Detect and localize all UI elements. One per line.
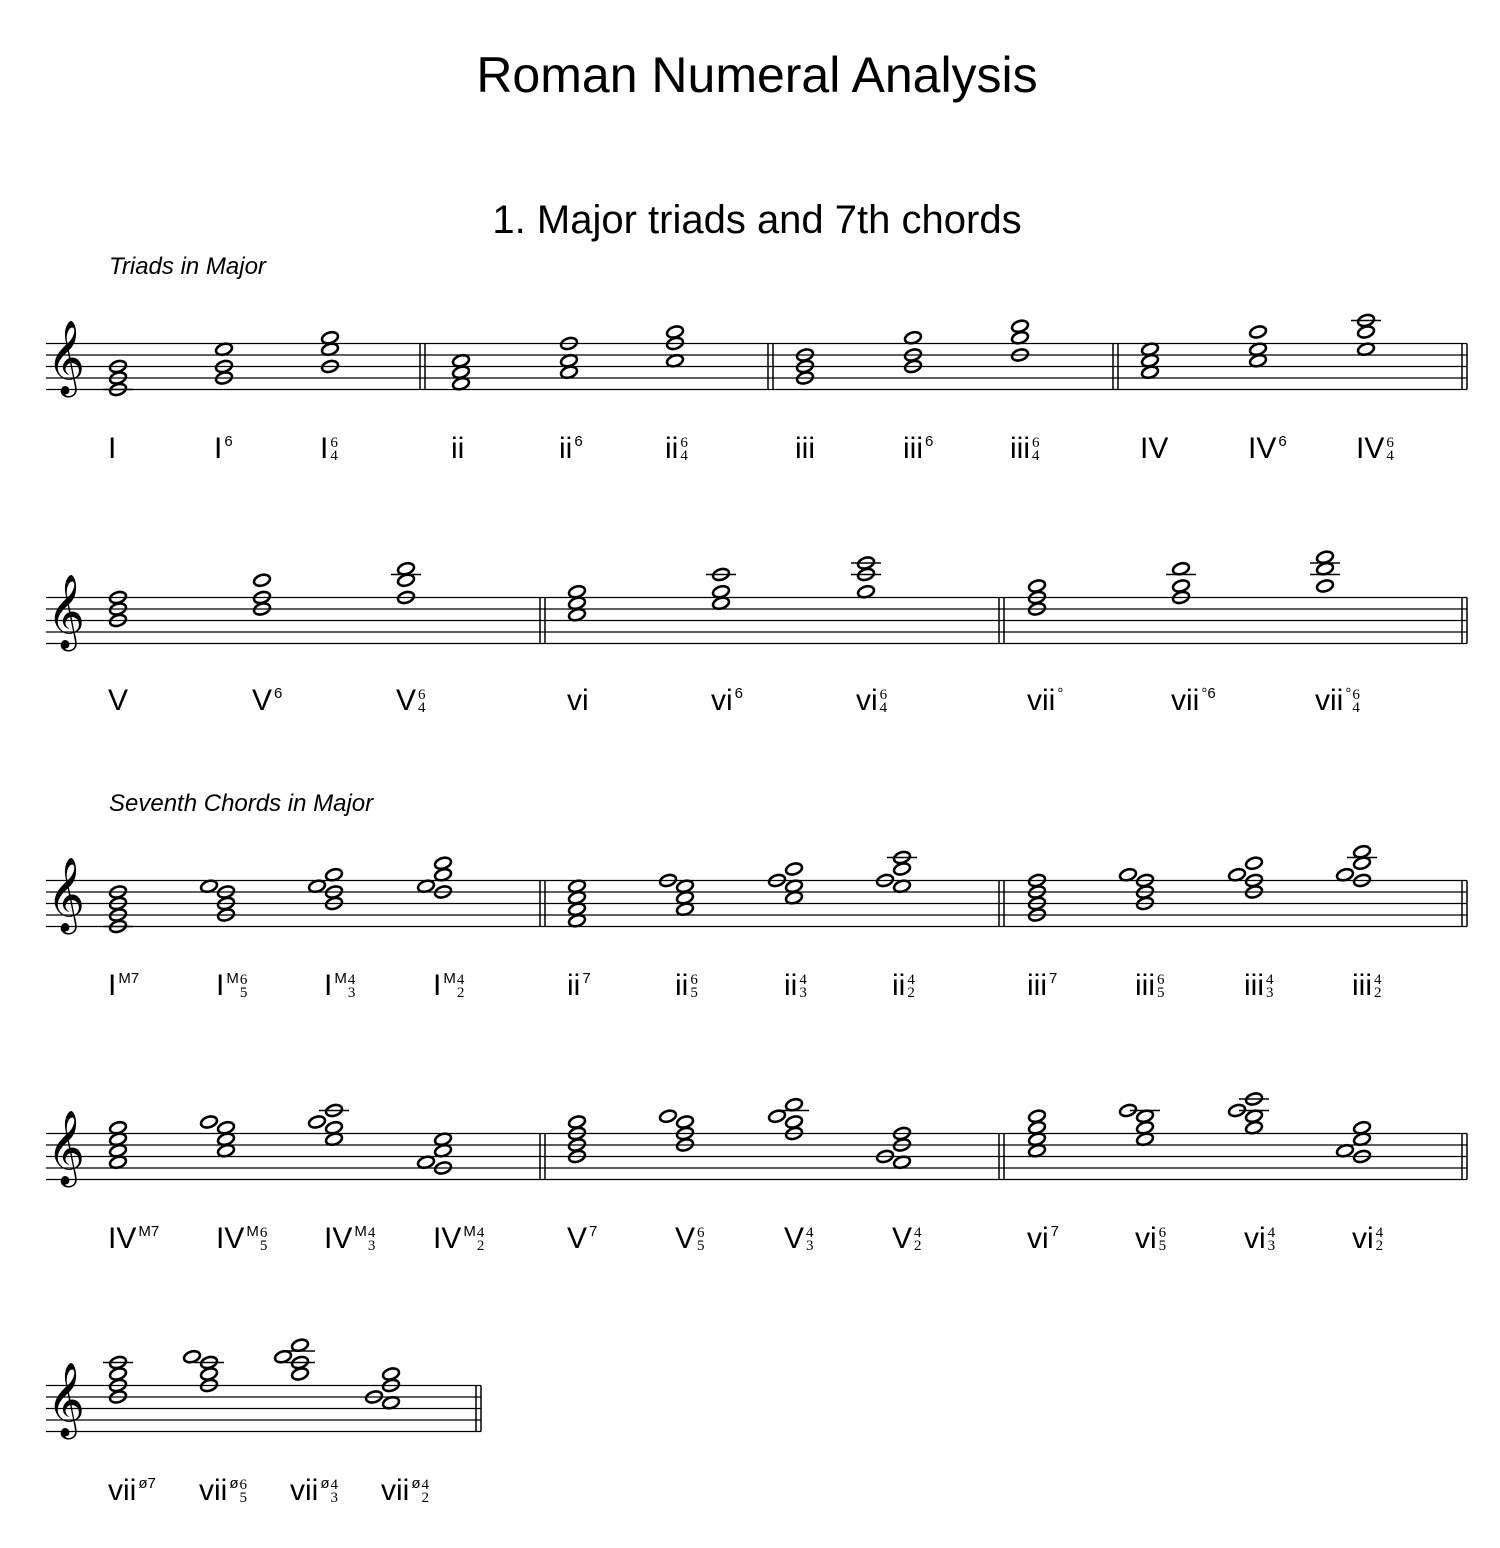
roman-numeral	[1171, 684, 1216, 717]
figure-upper: 4	[330, 1477, 339, 1493]
numeral-base: V	[675, 1222, 696, 1255]
figure-lower: 3	[1266, 985, 1274, 1001]
numeral-quality: 7	[1049, 970, 1058, 987]
numeral-quality: 7	[582, 970, 591, 987]
roman-numeral	[214, 432, 233, 465]
numeral-quality: 6	[925, 433, 934, 450]
whole-note	[666, 325, 685, 340]
roman-numeral	[1352, 1222, 1384, 1255]
numeral-base: vi	[1027, 1222, 1049, 1255]
numeral-base: vii	[1315, 684, 1344, 717]
numeral-quality: 6	[274, 685, 283, 702]
roman-numeral	[108, 1222, 159, 1255]
numeral-quality: 6	[734, 685, 744, 702]
numeral-base: vi	[856, 684, 878, 717]
figure-lower: 4	[1352, 700, 1360, 716]
numeral-base: vi	[1135, 1222, 1157, 1255]
figure-lower: 5	[239, 985, 248, 1001]
figure-lower: 5	[1158, 1238, 1167, 1254]
numeral-base: vi	[567, 684, 589, 717]
numeral-quality: M	[443, 970, 456, 987]
roman-numeral	[675, 1222, 705, 1255]
staff-system	[46, 1338, 481, 1507]
roman-numeral	[252, 684, 282, 717]
figure-upper: 6	[330, 435, 338, 451]
roman-numeral	[320, 432, 338, 465]
numeral-quality: M	[246, 1223, 259, 1240]
roman-numeral	[108, 684, 128, 717]
numeral-base: V	[892, 1222, 913, 1255]
numeral-base: iii	[1010, 432, 1030, 465]
figure-upper: 4	[914, 1225, 922, 1241]
whole-note	[1172, 579, 1191, 594]
numeral-base: ii	[892, 969, 906, 1002]
figure-upper: 6	[1032, 435, 1040, 451]
numeral-quality: M	[226, 970, 239, 987]
numeral-quality: M7	[118, 970, 140, 987]
whole-note	[768, 1109, 787, 1124]
figure-upper: 6	[1158, 1225, 1167, 1241]
numeral-base: iii	[795, 432, 815, 465]
figure-upper: 4	[907, 972, 915, 988]
numeral-base: IV	[216, 1222, 245, 1255]
roman-numeral	[567, 969, 591, 1002]
numeral-base: ii	[451, 432, 465, 465]
roman-numeral	[665, 432, 688, 465]
numeral-quality: °6	[1201, 685, 1216, 702]
roman-numeral	[199, 1474, 248, 1507]
figure-lower: 2	[1374, 985, 1382, 1001]
roman-numeral	[1010, 432, 1040, 465]
figure-upper: 6	[1352, 687, 1360, 703]
numeral-base: ii	[784, 969, 798, 1002]
figure-lower: 2	[1375, 1238, 1384, 1254]
roman-numeral	[567, 684, 589, 717]
numeral-quality: ø	[320, 1475, 330, 1492]
roman-numeral	[1248, 432, 1287, 465]
figure-lower: 3	[1267, 1238, 1276, 1254]
figure-lower: 2	[476, 1238, 485, 1254]
numeral-base: vii	[1027, 684, 1056, 717]
treble-clef-icon: 𝄞	[47, 1111, 85, 1185]
section-label-sevenths: Seventh Chords in Major	[109, 790, 374, 817]
numeral-base: V	[784, 1222, 805, 1255]
roman-numeral	[108, 969, 139, 1002]
staff-systems	[46, 313, 1467, 1507]
figure-upper: 4	[799, 972, 807, 988]
figure-upper: 6	[879, 687, 888, 703]
figure-upper: 6	[1157, 972, 1165, 988]
figure-upper: 6	[418, 687, 426, 703]
whole-note	[1028, 1109, 1047, 1124]
roman-numeral	[711, 684, 743, 717]
roman-numeral	[216, 1222, 268, 1255]
figure-lower: 2	[914, 1238, 922, 1254]
roman-numeral	[108, 432, 116, 465]
numeral-base: iii	[903, 432, 923, 465]
figure-lower: 3	[367, 1238, 376, 1254]
roman-numeral	[1027, 969, 1057, 1002]
numeral-base: iii	[1244, 969, 1264, 1002]
figure-lower: 2	[421, 1490, 430, 1506]
roman-numeral	[559, 432, 583, 465]
whole-note	[200, 1115, 219, 1130]
numeral-base: I	[320, 432, 329, 465]
roman-numeral	[675, 969, 698, 1002]
whole-note	[1119, 1103, 1138, 1118]
roman-numeral	[433, 969, 465, 1002]
numeral-base: vi	[711, 684, 733, 717]
figure-lower: 4	[1032, 448, 1040, 464]
staff-system	[46, 844, 1467, 1002]
numeral-base: V	[567, 1222, 588, 1255]
whole-note	[785, 1115, 804, 1130]
figure-upper: 4	[1374, 972, 1382, 988]
numeral-quality: 7	[1050, 1223, 1060, 1240]
numeral-base: iii	[1027, 969, 1047, 1002]
numeral-base: vi	[1352, 1222, 1374, 1255]
roman-numeral	[1027, 684, 1063, 717]
numeral-base: ii	[665, 432, 679, 465]
numeral-quality: 6	[574, 433, 583, 450]
roman-numeral	[903, 432, 933, 465]
roman-numeral	[784, 1222, 814, 1255]
figure-upper: 6	[680, 435, 688, 451]
figure-lower: 5	[239, 1490, 248, 1506]
whole-note	[785, 862, 804, 877]
section-label-triads: Triads in Major	[109, 253, 266, 280]
whole-note	[1249, 325, 1268, 340]
numeral-base: vii	[199, 1474, 228, 1507]
figure-lower: 4	[330, 448, 338, 464]
numeral-base: iii	[1352, 969, 1372, 1002]
figure-lower: 2	[456, 985, 465, 1001]
figure-upper: 6	[690, 972, 698, 988]
treble-clef-icon: 𝄞	[47, 858, 85, 932]
roman-numeral	[324, 969, 356, 1002]
whole-note	[1228, 1103, 1247, 1118]
roman-numeral	[1244, 1222, 1276, 1255]
figure-upper: 4	[476, 1225, 485, 1241]
roman-numeral	[324, 1222, 376, 1255]
numeral-base: IV	[1248, 432, 1277, 465]
figure-upper: 4	[421, 1477, 430, 1493]
numeral-base: vi	[1244, 1222, 1266, 1255]
numeral-base: I	[108, 432, 117, 465]
figure-upper: 4	[456, 972, 465, 988]
figure-lower: 5	[259, 1238, 268, 1254]
numeral-base: iii	[1135, 969, 1155, 1002]
treble-clef-icon: 𝄞	[47, 321, 85, 395]
numeral-base: ii	[675, 969, 689, 1002]
numeral-base: I	[216, 969, 225, 1002]
numeral-base: I	[214, 432, 223, 465]
roman-numeral	[216, 969, 248, 1002]
roman-numeral	[396, 684, 426, 717]
whole-note	[434, 856, 453, 871]
roman-numeral	[1135, 969, 1165, 1002]
numeral-base: I	[324, 969, 333, 1002]
figure-upper: 4	[1375, 1225, 1384, 1241]
figure-lower: 3	[330, 1490, 339, 1506]
numeral-base: I	[433, 969, 442, 1002]
figure-upper: 4	[347, 972, 356, 988]
whole-note	[659, 1109, 678, 1124]
numeral-base: IV	[1356, 432, 1385, 465]
roman-numeral	[1140, 432, 1168, 465]
numeral-quality: M	[463, 1223, 476, 1240]
page-title: Roman Numeral Analysis	[476, 47, 1038, 103]
whole-note	[382, 1367, 401, 1382]
whole-note	[568, 1115, 587, 1130]
numeral-base: V	[108, 684, 129, 717]
roman-numeral	[856, 684, 888, 717]
whole-note	[676, 1115, 695, 1130]
numeral-base: I	[108, 969, 117, 1002]
figure-upper: 6	[259, 1225, 268, 1241]
roman-numeral	[892, 1222, 922, 1255]
roman-numeral	[1352, 969, 1382, 1002]
figure-lower: 5	[1157, 985, 1165, 1001]
figure-upper: 6	[239, 972, 248, 988]
numeral-quality: M	[334, 970, 347, 987]
figure-upper: 4	[1266, 972, 1274, 988]
whole-note	[1316, 579, 1335, 594]
figure-lower: 2	[907, 985, 915, 1001]
treble-clef-icon: 𝄞	[47, 575, 85, 649]
numeral-quality: °	[1345, 685, 1352, 702]
whole-note	[308, 1115, 327, 1130]
numeral-base: vii	[108, 1474, 137, 1507]
roman-numeral	[1356, 432, 1394, 465]
figure-upper: 6	[697, 1225, 705, 1241]
treble-clef-icon: 𝄞	[47, 1363, 85, 1437]
roman-numeral	[451, 432, 464, 465]
numeral-base: IV	[433, 1222, 462, 1255]
roman-numeral	[1244, 969, 1274, 1002]
figure-upper: 4	[367, 1225, 376, 1241]
numeral-quality: M7	[138, 1223, 160, 1240]
figure-lower: 4	[680, 448, 688, 464]
figure-lower: 3	[806, 1238, 814, 1254]
whole-note	[1245, 856, 1264, 871]
numeral-quality: ø	[229, 1475, 239, 1492]
figure-upper: 4	[806, 1225, 814, 1241]
page-subtitle: 1. Major triads and 7th chords	[492, 198, 1022, 242]
numeral-base: ii	[559, 432, 573, 465]
numeral-base: IV	[108, 1222, 137, 1255]
numeral-quality: ø7	[138, 1475, 156, 1492]
numeral-base: vii	[1171, 684, 1200, 717]
numeral-base: V	[396, 684, 417, 717]
figure-upper: 6	[239, 1477, 248, 1493]
figure-lower: 3	[347, 985, 356, 1001]
roman-numeral	[795, 432, 815, 465]
figure-lower: 5	[697, 1238, 705, 1254]
staff-system	[46, 1092, 1467, 1255]
numeral-base: IV	[324, 1222, 353, 1255]
whole-note	[253, 573, 272, 588]
figure-upper: 4	[1267, 1225, 1276, 1241]
numeral-quality: 6	[224, 433, 233, 450]
roman-numeral	[108, 1474, 156, 1507]
numeral-quality: ø	[411, 1475, 421, 1492]
roman-numeral	[433, 1222, 485, 1255]
staff-system	[46, 550, 1467, 717]
roman-numeral	[1027, 1222, 1059, 1255]
figure-lower: 4	[1386, 448, 1394, 464]
roman-numeral	[381, 1474, 430, 1507]
numeral-base: V	[252, 684, 273, 717]
whole-note	[1028, 579, 1047, 594]
roman-numeral	[567, 1222, 597, 1255]
roman-numeral	[1135, 1222, 1167, 1255]
figure-lower: 4	[418, 700, 426, 716]
numeral-quality: 6	[1278, 433, 1287, 450]
roman-numeral	[1315, 684, 1360, 717]
figure-upper: 6	[1386, 435, 1394, 451]
figure-lower: 4	[879, 700, 888, 716]
numeral-quality: °	[1057, 685, 1064, 702]
numeral-base: vii	[381, 1474, 410, 1507]
roman-numeral	[290, 1474, 339, 1507]
numeral-quality: M	[354, 1223, 367, 1240]
numeral-base: vii	[290, 1474, 319, 1507]
numeral-quality: 7	[589, 1223, 598, 1240]
figure-lower: 5	[690, 985, 698, 1001]
roman-numeral	[784, 969, 807, 1002]
staff-system	[46, 313, 1467, 465]
whole-note	[1011, 319, 1030, 334]
numeral-base: IV	[1140, 432, 1169, 465]
roman-numeral	[892, 969, 915, 1002]
numeral-base: ii	[567, 969, 581, 1002]
figure-lower: 3	[799, 985, 807, 1001]
